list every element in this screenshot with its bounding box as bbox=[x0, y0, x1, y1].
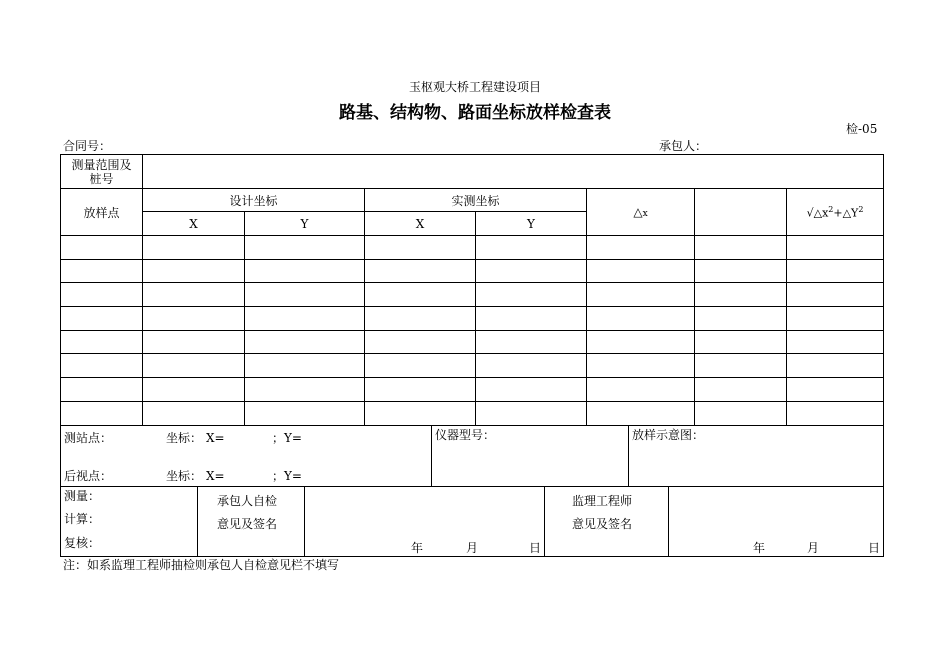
table-cell[interactable] bbox=[695, 354, 787, 378]
table-cell[interactable] bbox=[365, 307, 476, 331]
table-cell[interactable] bbox=[245, 330, 365, 354]
instrument-cell[interactable] bbox=[432, 425, 629, 487]
supervisor-sign-cell[interactable] bbox=[669, 486, 884, 557]
range-value-cell[interactable] bbox=[143, 155, 884, 189]
signature-table bbox=[60, 486, 884, 557]
backsight-coord-label: 坐标： bbox=[166, 469, 203, 483]
station-cell bbox=[61, 425, 432, 487]
table-cell[interactable] bbox=[787, 330, 884, 354]
supervisor-line2: 意见及签名 bbox=[572, 517, 633, 531]
table-cell[interactable] bbox=[365, 330, 476, 354]
backsight-y-label: ；Y= bbox=[272, 469, 302, 483]
table-cell[interactable] bbox=[143, 259, 245, 283]
table-cell[interactable] bbox=[365, 283, 476, 307]
station-label: 测站点： bbox=[64, 431, 113, 445]
table-cell[interactable] bbox=[787, 401, 884, 425]
station-y-label: ；Y= bbox=[272, 431, 302, 445]
diagram-cell[interactable] bbox=[629, 425, 884, 487]
table-cell[interactable] bbox=[61, 283, 143, 307]
contractor-check-line2: 意见及签名 bbox=[217, 517, 278, 531]
table-cell[interactable] bbox=[143, 330, 245, 354]
contractor-day: 日 bbox=[529, 541, 542, 555]
coordinate-table bbox=[60, 154, 884, 426]
table-cell[interactable] bbox=[695, 236, 787, 260]
table-cell[interactable] bbox=[365, 259, 476, 283]
table-cell[interactable] bbox=[476, 401, 587, 425]
supervisor-day: 日 bbox=[868, 541, 881, 555]
contract-no-label: 合同号： bbox=[63, 139, 112, 153]
backsight-x-label: X= bbox=[206, 469, 225, 483]
table-row bbox=[61, 354, 884, 378]
delta-y-header bbox=[695, 189, 787, 236]
table-cell[interactable] bbox=[143, 283, 245, 307]
table-cell[interactable] bbox=[365, 378, 476, 402]
contractor-check-line1: 承包人自检 bbox=[217, 494, 278, 508]
table-cell[interactable] bbox=[61, 401, 143, 425]
table-cell[interactable] bbox=[787, 259, 884, 283]
table-cell[interactable] bbox=[695, 259, 787, 283]
table-cell[interactable] bbox=[143, 307, 245, 331]
table-cell[interactable] bbox=[61, 378, 143, 402]
backsight-label: 后视点： bbox=[64, 469, 113, 483]
data-rows bbox=[61, 236, 884, 426]
table-cell[interactable] bbox=[587, 307, 695, 331]
table-row bbox=[61, 236, 884, 260]
table-cell[interactable] bbox=[365, 401, 476, 425]
table-cell[interactable] bbox=[787, 236, 884, 260]
table-cell[interactable] bbox=[365, 236, 476, 260]
table-cell[interactable] bbox=[476, 236, 587, 260]
table-cell[interactable] bbox=[61, 236, 143, 260]
table-cell[interactable] bbox=[143, 354, 245, 378]
table-cell[interactable] bbox=[695, 307, 787, 331]
table-cell[interactable] bbox=[787, 307, 884, 331]
instrument-label: 仪器型号： bbox=[435, 428, 496, 442]
table-row bbox=[61, 259, 884, 283]
table-cell[interactable] bbox=[476, 259, 587, 283]
measure-label: 测量： bbox=[64, 489, 101, 503]
table-cell[interactable] bbox=[61, 307, 143, 331]
form-code: 检-05 bbox=[846, 122, 878, 136]
table-cell[interactable] bbox=[787, 283, 884, 307]
contractor-sign-cell[interactable] bbox=[305, 486, 545, 557]
table-cell[interactable] bbox=[245, 401, 365, 425]
table-cell[interactable] bbox=[476, 354, 587, 378]
diagram-label: 放样示意图： bbox=[632, 428, 705, 442]
table-cell[interactable] bbox=[245, 378, 365, 402]
table-cell[interactable] bbox=[245, 259, 365, 283]
table-cell[interactable] bbox=[787, 378, 884, 402]
table-row bbox=[61, 378, 884, 402]
table-cell[interactable] bbox=[245, 354, 365, 378]
table-cell[interactable] bbox=[476, 330, 587, 354]
design-x-header: X bbox=[143, 212, 245, 236]
point-label: 放样点 bbox=[61, 189, 143, 236]
table-cell[interactable] bbox=[476, 378, 587, 402]
table-cell[interactable] bbox=[61, 330, 143, 354]
table-cell[interactable] bbox=[695, 330, 787, 354]
table-cell[interactable] bbox=[695, 283, 787, 307]
supervisor-year: 年 bbox=[753, 541, 766, 555]
table-cell[interactable] bbox=[587, 259, 695, 283]
contractor-year: 年 bbox=[411, 541, 424, 555]
supervisor-month: 月 bbox=[807, 541, 820, 555]
footnote: 注：如系监理工程师抽检则承包人自检意见栏不填写 bbox=[63, 558, 340, 572]
table-cell[interactable] bbox=[245, 236, 365, 260]
table-cell[interactable] bbox=[587, 378, 695, 402]
table-row bbox=[61, 330, 884, 354]
measured-coord-header: 实测坐标 bbox=[365, 189, 587, 212]
table-cell[interactable] bbox=[143, 236, 245, 260]
table-cell[interactable] bbox=[787, 354, 884, 378]
range-label: 测量范围及桩号 bbox=[71, 157, 132, 186]
table-cell[interactable] bbox=[143, 401, 245, 425]
measured-x-header: X bbox=[365, 212, 476, 236]
table-cell[interactable] bbox=[587, 354, 695, 378]
table-cell[interactable] bbox=[365, 354, 476, 378]
table-cell[interactable] bbox=[587, 236, 695, 260]
project-name: 玉枢观大桥工程建设项目 bbox=[408, 80, 541, 94]
table-row bbox=[61, 401, 884, 425]
table-cell[interactable] bbox=[476, 283, 587, 307]
calc-label: 计算： bbox=[64, 512, 101, 526]
table-cell[interactable] bbox=[476, 307, 587, 331]
table-cell[interactable] bbox=[587, 401, 695, 425]
table-cell[interactable] bbox=[61, 259, 143, 283]
table-cell[interactable] bbox=[695, 378, 787, 402]
station-coord-label: 坐标： bbox=[166, 431, 203, 445]
table-cell[interactable] bbox=[245, 307, 365, 331]
contractor-month: 月 bbox=[466, 541, 479, 555]
table-cell[interactable] bbox=[143, 378, 245, 402]
delta-x-header: △x bbox=[587, 189, 695, 236]
table-row bbox=[61, 307, 884, 331]
range-label-cell bbox=[61, 155, 143, 189]
measured-y-header: Y bbox=[476, 212, 587, 236]
staff-cell bbox=[61, 486, 198, 557]
table-cell[interactable] bbox=[587, 283, 695, 307]
table-cell[interactable] bbox=[695, 401, 787, 425]
station-table bbox=[60, 425, 884, 487]
supervisor-line1: 监理工程师 bbox=[572, 494, 633, 508]
contractor-label: 承包人： bbox=[659, 139, 708, 153]
distance-header: $√\triangle x^2+\triangle Y^2$ bbox=[787, 189, 884, 236]
table-cell[interactable] bbox=[61, 354, 143, 378]
design-coord-header: 设计坐标 bbox=[143, 189, 365, 212]
table-row bbox=[61, 283, 884, 307]
table-cell[interactable] bbox=[587, 330, 695, 354]
table-cell[interactable] bbox=[245, 283, 365, 307]
contractor-check-label-cell bbox=[198, 486, 305, 557]
review-label: 复核： bbox=[64, 536, 101, 550]
design-y-header: Y bbox=[245, 212, 365, 236]
supervisor-label-cell bbox=[545, 486, 669, 557]
station-x-label: X= bbox=[206, 431, 225, 445]
form-title: 路基、结构物、路面坐标放样检查表 bbox=[339, 103, 611, 123]
